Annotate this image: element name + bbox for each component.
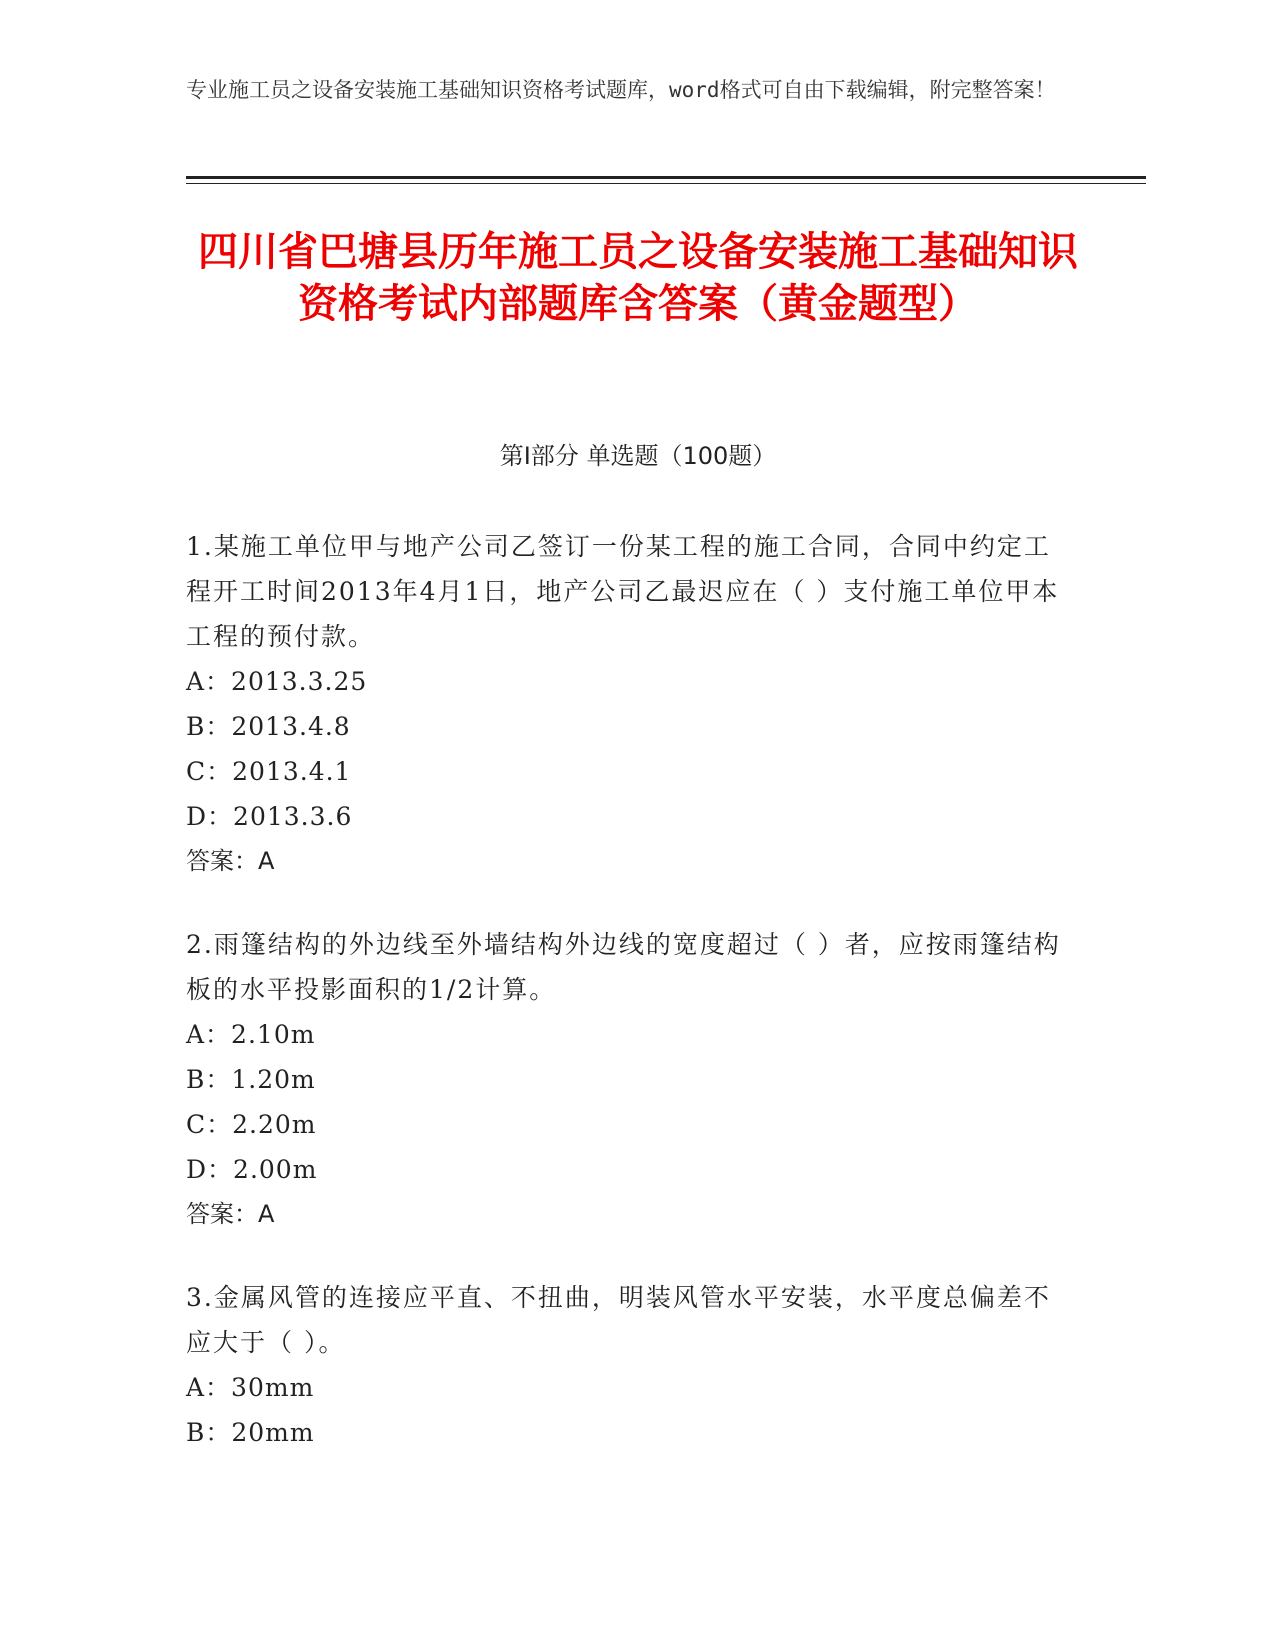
question-list (186, 524, 1066, 1493)
option-b: B：2013.4.8 (186, 712, 351, 741)
option-a: A：2013.3.25 (186, 667, 368, 696)
question-stem: 2.雨篷结构的外边线至外墙结构外边线的宽度超过（ ）者，应按雨篷结构板的水平投影面积的1/2计算。 (186, 930, 1061, 1004)
header-divider-thick (186, 176, 1146, 179)
option-c: C：2.20m (186, 1110, 317, 1139)
question-3 (186, 1275, 1066, 1455)
option-a: A：30mm (186, 1373, 315, 1402)
header-divider-thin (186, 183, 1146, 184)
option-d: D：2.00m (186, 1155, 318, 1184)
header-note: 专业施工员之设备安装施工基础知识资格考试题库，word格式可自由下载编辑，附完整答案！ (186, 78, 1056, 102)
question-2 (186, 922, 1066, 1237)
question-1 (186, 524, 1066, 884)
option-d: D：2013.3.6 (186, 802, 353, 831)
option-a: A：2.10m (186, 1020, 316, 1049)
answer: 答案：A (186, 847, 275, 875)
option-b: B：1.20m (186, 1065, 316, 1094)
option-c: C：2013.4.1 (186, 757, 352, 786)
document-title: 四川省巴塘县历年施工员之设备安装施工基础知识资格考试内部题库含答案（黄金题型） (198, 229, 1078, 327)
question-stem: 1.某施工单位甲与地产公司乙签订一份某工程的施工合同，合同中约定工程开工时间2013年4月1日，地产公司乙最迟应在（ ）支付施工单位甲本工程的预付款。 (186, 532, 1060, 651)
answer: 答案：A (186, 1200, 275, 1228)
question-stem: 3.金属风管的连接应平直、不扭曲，明装风管水平安装，水平度总偏差不应大于（ ）。 (186, 1283, 1051, 1357)
option-b: B：20mm (186, 1418, 315, 1447)
section-title: 第I部分 单选题（100题） (499, 442, 777, 470)
